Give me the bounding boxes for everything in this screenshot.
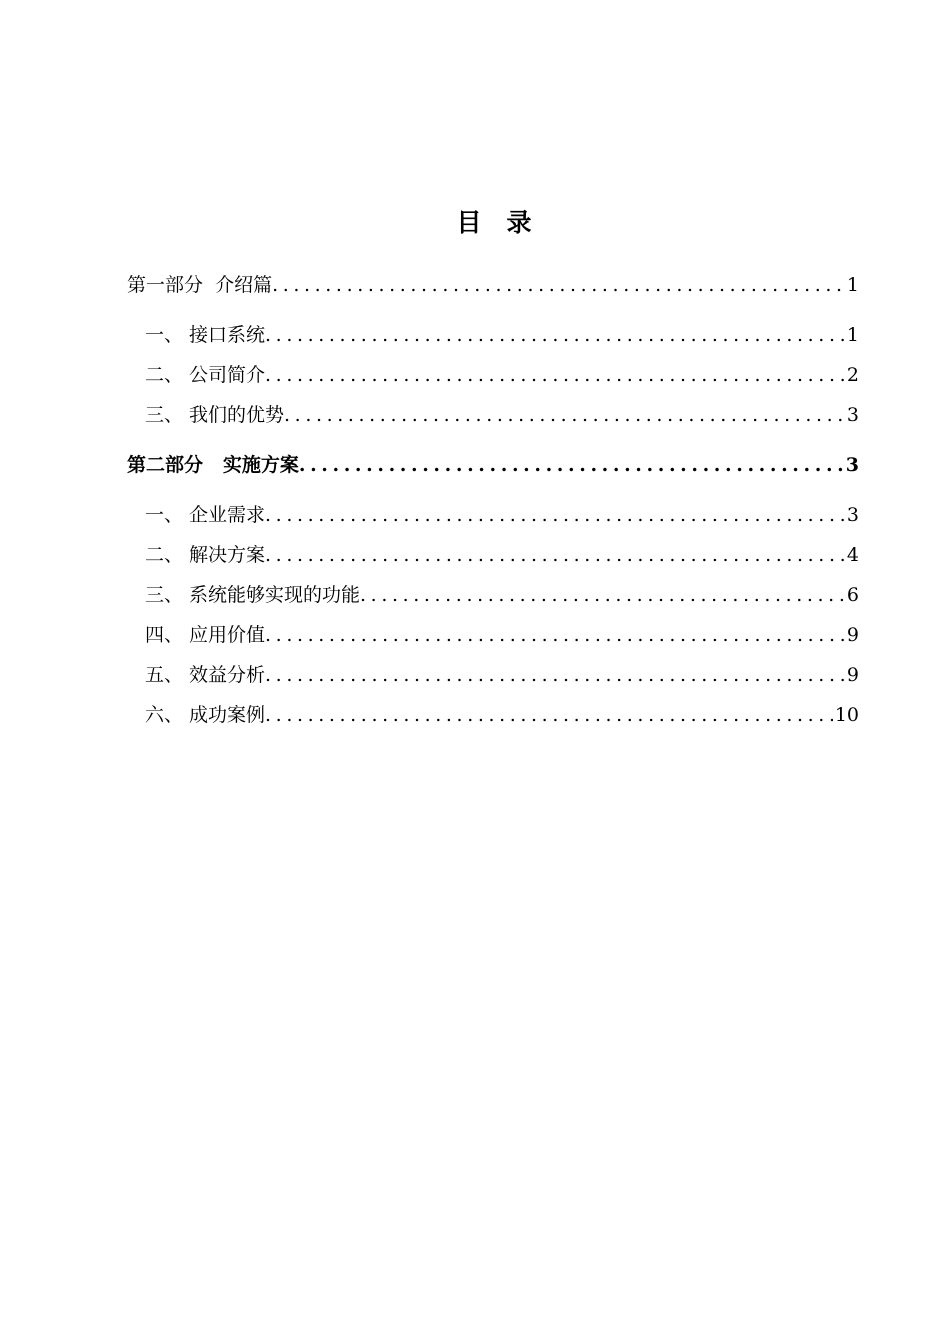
toc-dot-leader — [265, 361, 845, 389]
toc-entry-text: 三、 系统能够实现的功能 — [145, 584, 361, 606]
toc-entry-text: 第二部分 实施方案 — [127, 454, 299, 476]
toc-entry-text: 第一部分 介绍篇 — [127, 274, 273, 296]
toc-dot-leader — [299, 451, 844, 479]
toc-page-number: 3 — [846, 504, 859, 526]
toc-page-number: 6 — [846, 584, 859, 606]
toc-dot-leader — [265, 541, 845, 569]
toc-page-number: 3 — [846, 404, 859, 426]
toc-title: 目 录 — [456, 208, 532, 237]
toc-entry-interface-system[interactable] — [145, 321, 859, 349]
toc-entry-text: 二、 解决方案 — [145, 544, 266, 566]
toc-dot-leader — [265, 501, 845, 529]
toc-entry-text: 一、 企业需求 — [145, 504, 266, 526]
toc-entry-text: 四、 应用价值 — [145, 624, 266, 646]
toc-page-number: 4 — [846, 544, 859, 566]
toc-entry-benefit-analysis[interactable] — [145, 661, 859, 689]
toc-entry-part-1[interactable] — [127, 271, 859, 299]
toc-entry-text: 二、 公司简介 — [145, 364, 266, 386]
toc-page-number: 1 — [846, 324, 859, 346]
toc-page-number: 9 — [846, 624, 859, 646]
toc-entry-text: 一、 接口系统 — [145, 324, 266, 346]
toc-entry-application-value[interactable] — [145, 621, 859, 649]
toc-entry-enterprise-needs[interactable] — [145, 501, 859, 529]
toc-dot-leader — [284, 401, 845, 429]
toc-page-number: 1 — [846, 274, 859, 296]
toc-entry-text: 五、 效益分析 — [145, 664, 266, 686]
toc-dot-leader — [265, 661, 845, 689]
toc-page-number: 9 — [846, 664, 859, 686]
toc-entry-system-functions[interactable] — [145, 581, 859, 609]
toc-dot-leader — [265, 701, 833, 729]
toc-dot-leader — [360, 581, 845, 609]
toc-page-number: 3 — [845, 454, 859, 476]
toc-entry-company-profile[interactable] — [145, 361, 859, 389]
toc-entry-text: 三、 我们的优势 — [145, 404, 285, 426]
toc-entry-solution[interactable] — [145, 541, 859, 569]
toc-dot-leader — [265, 621, 845, 649]
toc-dot-leader — [265, 321, 845, 349]
toc-dot-leader — [272, 271, 845, 299]
toc-entry-success-cases[interactable] — [145, 701, 859, 729]
toc-page-number: 10 — [834, 704, 859, 726]
toc-entry-text: 六、 成功案例 — [145, 704, 266, 726]
toc-page-number: 2 — [846, 364, 859, 386]
toc-entry-our-advantages[interactable] — [145, 401, 859, 429]
toc-entry-part-2[interactable] — [127, 451, 859, 479]
